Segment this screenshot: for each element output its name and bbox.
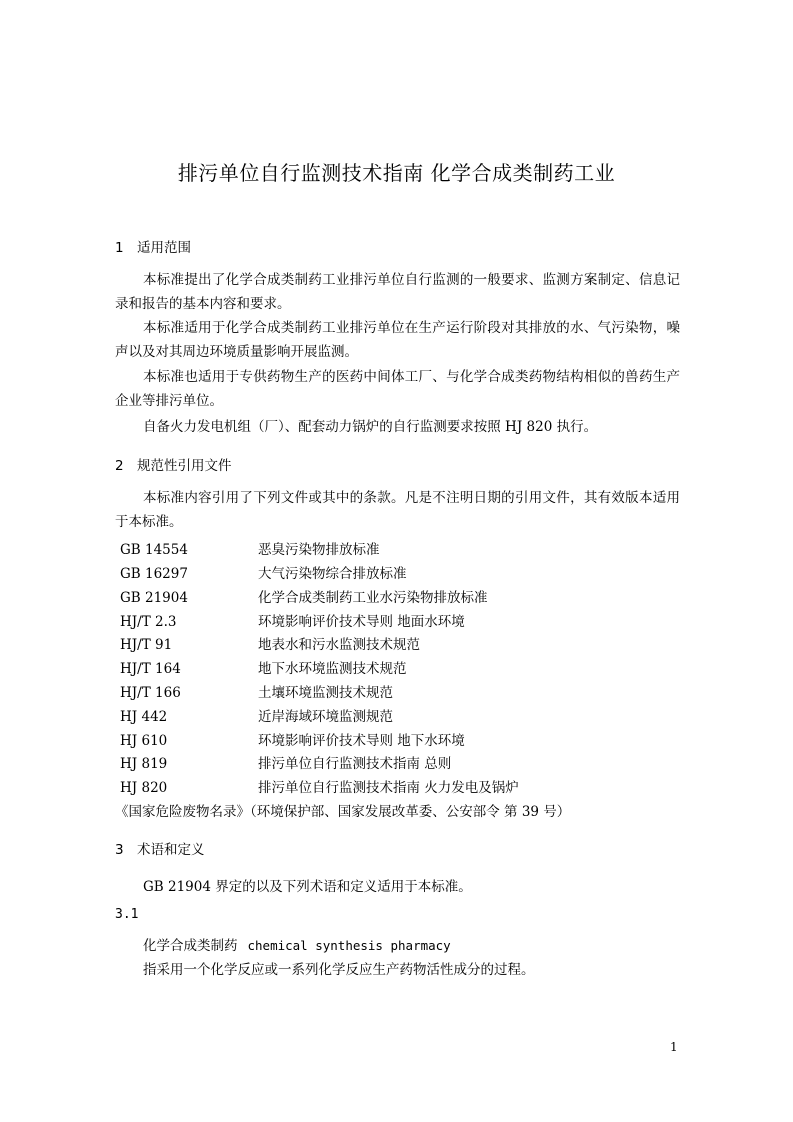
reference-code: GB 14554	[120, 542, 188, 558]
reference-name: 近岸海域环境监测规范	[258, 709, 393, 725]
reference-code: HJ 819	[120, 756, 168, 772]
section-number: 2	[115, 458, 124, 474]
reference-name: 排污单位自行监测技术指南 火力发电及锅炉	[258, 780, 519, 796]
term-entry	[143, 934, 451, 954]
subsection-number: 3.1	[115, 907, 139, 922]
term-english: chemical synthesis pharmacy	[247, 938, 451, 953]
paragraph-references-intro: 本标准内容引用了下列文件或其中的条款。凡是不注明日期的引用文件，其有效版本适用于本标准。	[115, 490, 680, 530]
page-number: 1	[670, 1040, 678, 1054]
reference-name: 恶臭污染物排放标准	[258, 542, 380, 558]
reference-row	[120, 705, 393, 725]
reference-code: GB 21904	[120, 590, 188, 606]
term-definition: 指采用一个化学反应或一系列化学反应生产药物活性成分的过程。	[143, 962, 535, 978]
section-title: 术语和定义	[137, 842, 205, 858]
paragraph-scope-2: 本标准适用于化学合成类制药工业排污单位在生产运行阶段对其排放的水、气污染物，噪声以及对其周边环境质量影响开展监测。	[115, 320, 680, 360]
paragraph-scope-4: 自备火力发电机组（厂）、配套动力锅炉的自行监测要求按照 HJ 820 执行。	[143, 419, 598, 435]
reference-name: 环境影响评价技术导则 地下水环境	[258, 733, 465, 749]
reference-row	[120, 586, 488, 606]
reference-row	[120, 657, 407, 677]
reference-code: HJ/T 166	[120, 685, 181, 701]
reference-row	[120, 562, 407, 582]
section-number: 3	[115, 842, 124, 858]
reference-code: HJ/T 2.3	[120, 614, 177, 630]
reference-code: HJ 442	[120, 709, 168, 725]
reference-code: GB 16297	[120, 566, 188, 582]
section-heading-references	[115, 454, 232, 474]
section-title: 规范性引用文件	[137, 458, 232, 474]
reference-row	[120, 776, 519, 796]
reference-code: HJ 610	[120, 733, 168, 749]
reference-row	[120, 538, 380, 558]
term-chinese: 化学合成类制药	[143, 938, 238, 954]
reference-row	[120, 681, 393, 701]
reference-row	[120, 752, 451, 772]
reference-code: HJ/T 164	[120, 661, 181, 677]
reference-name: 大气污染物综合排放标准	[258, 566, 407, 582]
reference-name: 排污单位自行监测技术指南 总则	[258, 756, 452, 772]
reference-code: HJ/T 91	[120, 637, 173, 653]
reference-name: 地表水和污水监测技术规范	[258, 637, 420, 653]
section-title: 适用范围	[137, 240, 191, 256]
reference-row	[120, 633, 420, 653]
page-title: 排污单位自行监测技术指南 化学合成类制药工业	[177, 161, 616, 185]
paragraph-terms-intro: GB 21904 界定的以及下列术语和定义适用于本标准。	[143, 879, 472, 895]
reference-name: 土壤环境监测技术规范	[258, 685, 393, 701]
reference-name: 化学合成类制药工业水污染物排放标准	[258, 590, 488, 606]
reference-row	[120, 610, 465, 630]
paragraph-scope-1: 本标准提出了化学合成类制药工业排污单位自行监测的一般要求、监测方案制定、信息记录和报告的基本内容和要求。	[115, 272, 680, 312]
section-number: 1	[115, 240, 124, 256]
section-heading-scope	[115, 236, 191, 256]
reference-row	[120, 729, 465, 749]
section-heading-terms	[115, 838, 205, 858]
reference-catalog: 《国家危险废物名录》（环境保护部、国家发展改革委、公安部令 第 39 号）	[115, 804, 571, 820]
reference-name: 环境影响评价技术导则 地面水环境	[258, 614, 465, 630]
paragraph-scope-3: 本标准也适用于专供药物生产的医药中间体工厂、与化学合成类药物结构相似的兽药生产企业等排污单位。	[115, 369, 680, 409]
reference-code: HJ 820	[120, 780, 168, 796]
reference-name: 地下水环境监测技术规范	[258, 661, 407, 677]
